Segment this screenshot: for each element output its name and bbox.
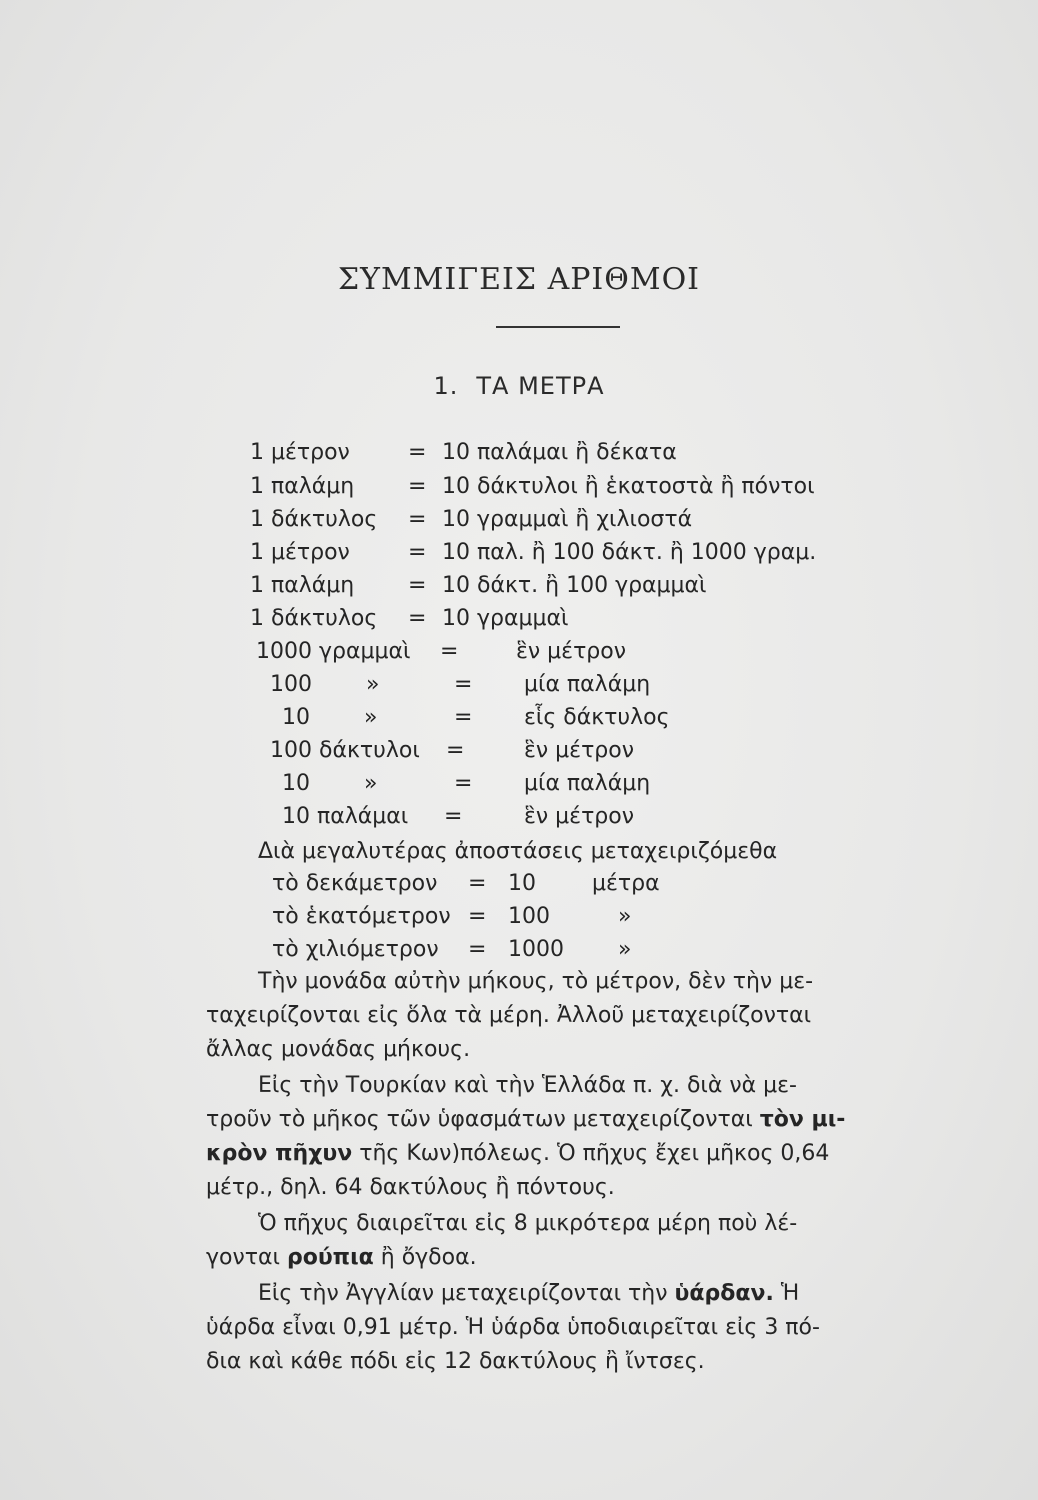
equals-sign: = (454, 771, 473, 796)
equals-sign: = (468, 937, 487, 962)
equivalence-right: 10 παλάμαι ἢ δέκατα (442, 440, 677, 465)
larger-unit-row (0, 937, 1038, 967)
equals-sign: = (468, 904, 487, 929)
equals-sign: = (444, 804, 463, 829)
larger-unit-row (0, 904, 1038, 934)
larger-unit-row (0, 871, 1038, 901)
ditto-mark: » (618, 937, 632, 962)
ditto-mark: » (618, 904, 632, 929)
unit-value: 10 (508, 871, 536, 896)
paragraph-line (258, 1281, 799, 1306)
title-divider (496, 326, 620, 328)
paragraph-line: ταχειρίζονται εἰς ὅλα τὰ μέρη. Ἀλλοῦ μεταχειρίζονται (206, 1003, 812, 1028)
conversion-right: μία παλάμη (524, 771, 651, 796)
paragraph-text: γονται (206, 1245, 287, 1270)
unit-name: τὸ δεκάμετρον (272, 871, 438, 896)
conversion-right: μία παλάμη (524, 672, 651, 697)
conversion-row (0, 705, 1038, 735)
conversion-right: ἓν μέτρον (524, 804, 635, 829)
equivalence-left: 1 παλάμη (250, 474, 355, 499)
paragraph-line: Ὁ πῆχυς διαιρεῖται εἰς 8 μικρότερα μέρη ποὺ λέ- (258, 1211, 798, 1236)
emphasized-term: τὸν μι- (759, 1107, 846, 1132)
paragraph-text: ἢ ὄγδοα. (373, 1245, 477, 1270)
paragraph-line: ὑάρδα εἶναι 0,91 μέτρ. Ἡ ὑάρδα ὑποδιαιρεῖται εἰς 3 πό- (206, 1315, 820, 1340)
conversion-right: ἓν μέτρον (524, 738, 635, 763)
equals-sign: = (446, 738, 465, 763)
equals-sign: = (454, 672, 473, 697)
conversion-row (0, 738, 1038, 768)
ditto-mark: » (364, 705, 378, 730)
equivalence-right: 10 δάκτυλοι ἢ ἑκατοστὰ ἢ πόντοι (442, 474, 815, 499)
paragraph-text: Εἰς τὴν Ἀγγλίαν μεταχειρίζονται τὴν (258, 1281, 675, 1306)
equals-sign: = (468, 871, 487, 896)
unit-value: 1000 (508, 937, 564, 962)
equivalence-left: 1 δάκτυλος (250, 606, 378, 631)
conversion-left: 10 παλάμαι (282, 804, 409, 829)
equivalence-row (0, 474, 1038, 504)
equivalence-right: 10 δάκτ. ἢ 100 γραμμαὶ (442, 573, 707, 598)
section-heading (0, 372, 1038, 400)
equals-sign: = (408, 606, 427, 631)
equals-sign: = (408, 474, 427, 499)
equivalence-right: 10 γραμμαὶ ἢ χιλιοστά (442, 507, 693, 532)
conversion-row (0, 639, 1038, 669)
larger-distances-intro: Διὰ μεγαλυτέρας ἀποστάσεις μεταχειριζόμεθα (258, 839, 778, 864)
conversion-left: 10 (282, 705, 310, 730)
equals-sign: = (408, 440, 427, 465)
paragraph-text: τῆς Κων)πόλεως. Ὁ πῆχυς ἔχει μῆκος 0,64 (352, 1141, 830, 1166)
paragraph-line: Τὴν μονάδα αὐτὴν μήκους, τὸ μέτρον, δὲν τὴν με- (258, 969, 814, 994)
paragraph-line: μέτρ., δηλ. 64 δακτύλους ἢ πόντους. (206, 1175, 615, 1200)
ditto-mark: » (366, 672, 380, 697)
equivalence-row (0, 540, 1038, 570)
conversion-right: εἷς δάκτυλος (524, 705, 670, 730)
equals-sign: = (440, 639, 459, 664)
paragraph-line: ἄλλας μονάδας μήκους. (206, 1037, 471, 1062)
equivalence-right: 10 γραμμαὶ (442, 606, 569, 631)
paragraph-line: Εἰς τὴν Τουρκίαν καὶ τὴν Ἑλλάδα π. χ. διὰ νὰ με- (258, 1073, 797, 1098)
emphasized-term: ὑάρδαν. (674, 1281, 774, 1306)
conversion-right: ἓν μέτρον (516, 639, 627, 664)
equivalence-left: 1 δάκτυλος (250, 507, 378, 532)
emphasized-term: κρὸν πῆχυν (206, 1141, 353, 1166)
paragraph-line (206, 1245, 477, 1270)
section-label: ΤΑ ΜΕΤΡΑ (476, 372, 605, 400)
unit-name: τὸ ἑκατόμετρον (272, 904, 451, 929)
paragraph-line (206, 1107, 845, 1132)
equivalence-row (0, 606, 1038, 636)
paragraph-line: δια καὶ κάθε πόδι εἰς 12 δακτύλους ἢ ἴντσες. (206, 1349, 705, 1374)
ditto-mark: » (364, 771, 378, 796)
conversion-left: 10 (282, 771, 310, 796)
equivalence-row (0, 440, 1038, 470)
equivalence-left: 1 μέτρον (250, 540, 350, 565)
equals-sign: = (454, 705, 473, 730)
unit-value: 100 (508, 904, 550, 929)
equivalence-row (0, 573, 1038, 603)
page-title: ΣΥΜΜΙΓΕΙΣ ΑΡΙΘΜΟΙ (337, 262, 701, 297)
equals-sign: = (408, 507, 427, 532)
conversion-row (0, 771, 1038, 801)
equals-sign: = (408, 573, 427, 598)
conversion-left: 100 δάκτυλοι (270, 738, 420, 763)
conversion-left: 100 (270, 672, 312, 697)
unit-label: μέτρα (592, 871, 660, 896)
paragraph-text: Ἡ (773, 1281, 800, 1306)
equals-sign: = (408, 540, 427, 565)
conversion-left: 1000 γραμμαὶ (256, 639, 411, 664)
equivalence-right: 10 παλ. ἢ 100 δάκτ. ἢ 1000 γραμ. (442, 540, 817, 565)
equivalence-row (0, 507, 1038, 537)
paragraph-line (206, 1141, 829, 1166)
paragraph-text: τροῦν τὸ μῆκος τῶν ὑφασμάτων μεταχειρίζονται (206, 1107, 760, 1132)
equivalence-left: 1 παλάμη (250, 573, 355, 598)
section-number: 1. (433, 372, 459, 400)
conversion-row (0, 804, 1038, 834)
emphasized-term: ρούπια (286, 1245, 374, 1270)
equivalence-left: 1 μέτρον (250, 440, 350, 465)
conversion-row (0, 672, 1038, 702)
unit-name: τὸ χιλιόμετρον (272, 937, 439, 962)
